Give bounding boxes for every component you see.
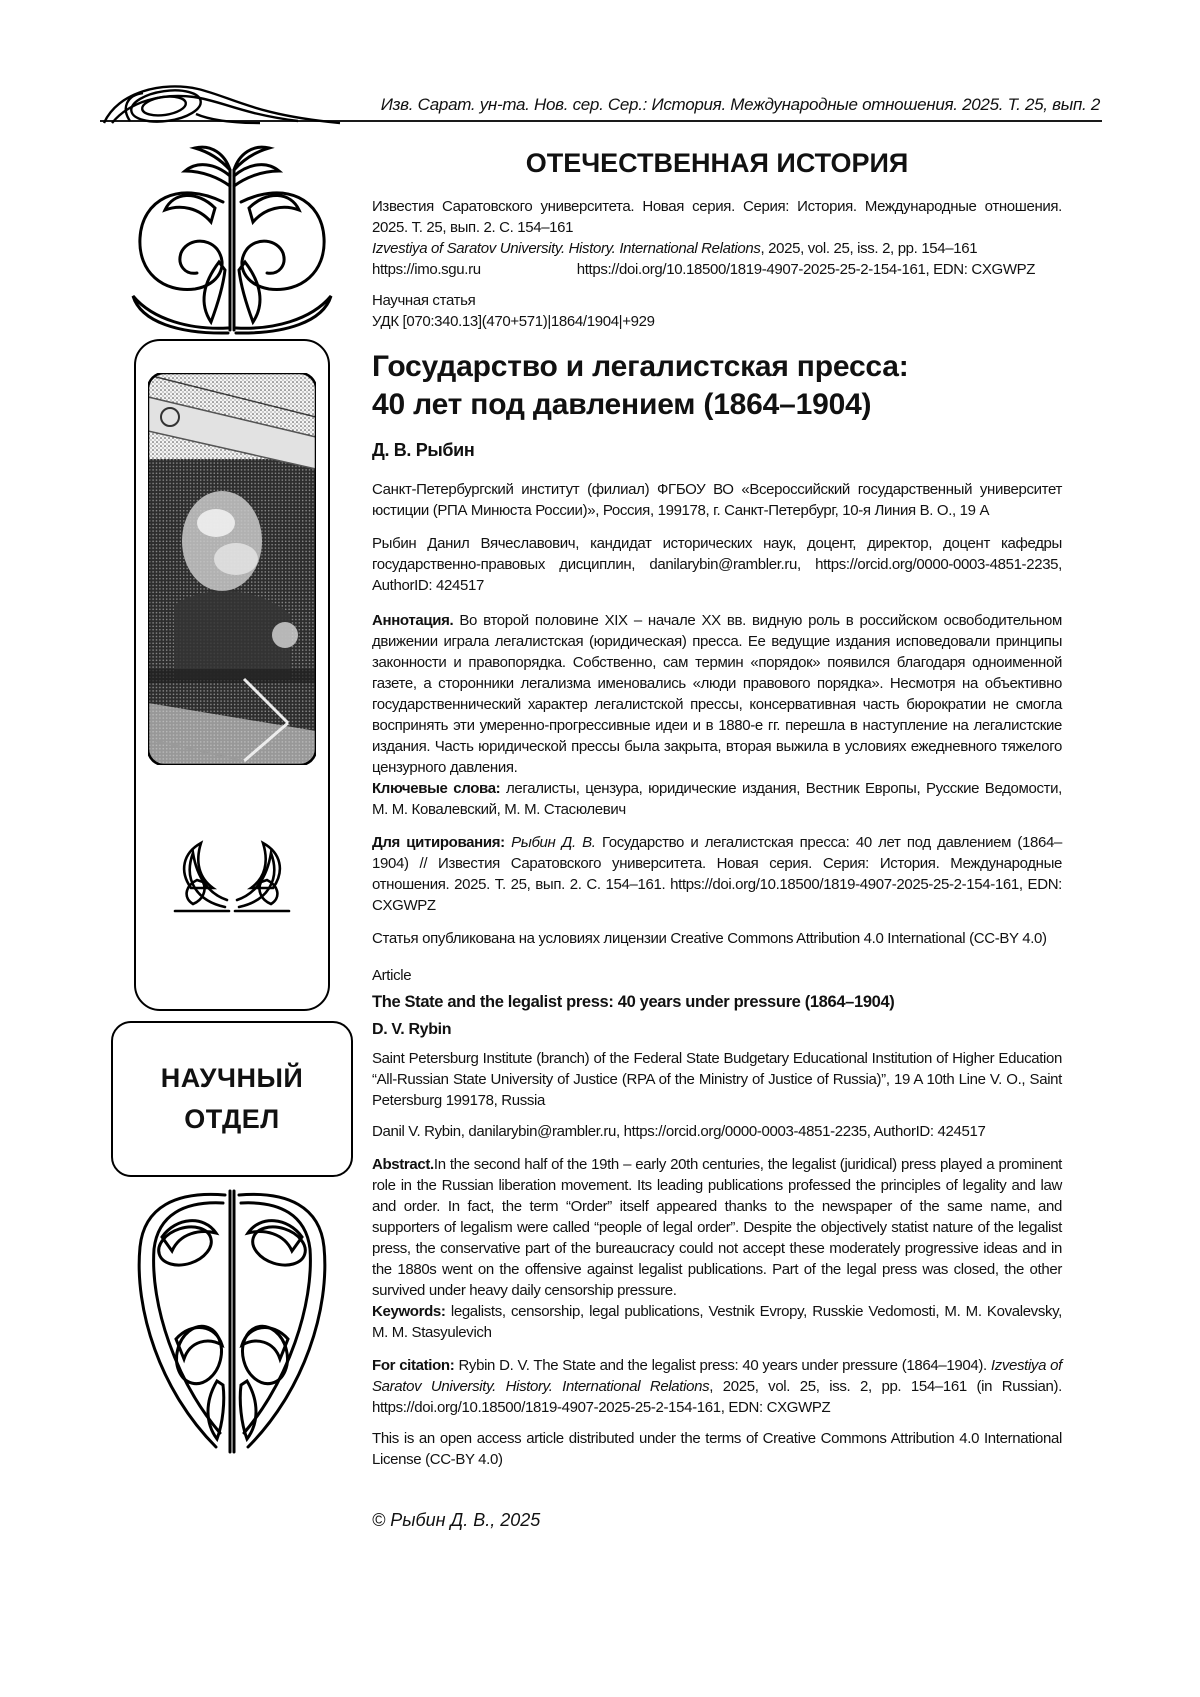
author-name-ru: Д. В. Рыбин (372, 440, 475, 460)
sidebar-image-frame (134, 339, 330, 1011)
affiliation-en: Saint Petersburg Institute (branch) of the Federal State Budgetary Educational Institution of Higher Education “All-Russian State University of Justice (RPA of the Ministry of Justice of Russia)”, 19 A 10th Line V. O., Saint Petersburg 199178, Russia (372, 1050, 1062, 1109)
article-type-ru: Научная статья (372, 292, 476, 309)
author-info-ru: Рыбин Данил Вячеславович, кандидат исторических наук, доцент, директор, доцент кафедры государственно-правовых дисциплин, danilarybin@rambler.ru, https://orcid.org/0000-0003-4851-2235, AuthorID: 424517 (372, 535, 1062, 594)
author-info-en: Danil V. Rybin, danilarybin@rambler.ru, https://orcid.org/0000-0003-4851-2235, AuthorID: 424517 (372, 1123, 986, 1140)
header-swirl-ornament-icon (100, 80, 344, 126)
citation-en (372, 1355, 1062, 1418)
section-label-line2: ОТДЕЛ (184, 1104, 280, 1134)
issue-info-en-journal: Izvestiya of Saratov University. History. International Relations (372, 240, 761, 257)
affiliation-ru: Санкт-Петербургский институт (филиал) ФГБОУ ВО «Всероссийский государственный университет юстиции (РПА Минюста России)», Россия, 199178, г. Санкт-Петербург, 10-я Линия В. О., 19 А (372, 481, 1062, 519)
keywords-label-en: Keywords: (372, 1303, 446, 1320)
author-name-en: D. V. Rybin (372, 1021, 452, 1038)
keywords-en (372, 1301, 1062, 1343)
article-title-ru (372, 348, 1062, 424)
issue-links-row (372, 259, 1062, 280)
keywords-text-ru: легалисты, цензура, юридические издания, Вестник Европы, Русские Ведомости, М. М. Ковалевский, М. М. Стасюлевич (372, 780, 1062, 818)
citation-ru (372, 832, 1062, 916)
article-title-en: The State and the legalist press: 40 years under pressure (1864–1904) (372, 993, 895, 1011)
running-header (100, 74, 1102, 122)
copyright-line: © Рыбин Д. В., 2025 (372, 1510, 541, 1530)
floral-motif-icon (166, 835, 298, 919)
running-header-text: Изв. Сарат. ун-та. Нов. сер. Сер.: История. Международные отношения. 2025. Т. 25, вып. 2 (380, 95, 1100, 114)
section-label-box (111, 1021, 353, 1177)
citation-label-ru: Для цитирования: (372, 834, 505, 851)
citation-journal-en: Izvestiya of Saratov University. History. International Relations (372, 1357, 1062, 1395)
engraving-image (148, 373, 316, 765)
abstract-ru (372, 610, 1062, 778)
article-type-en: Article (372, 967, 412, 984)
issue-info-ru: Известия Саратовского университета. Новая серия. Серия: История. Международные отношения. 2025. Т. 25, вып. 2. С. 154–161 (372, 198, 1062, 236)
decorative-sidebar (103, 140, 361, 1454)
udc-line: УДК [070:340.13](470+571)|1864/1904|+929 (372, 313, 655, 330)
article-title-ru-line2: 40 лет под давлением (1864–1904) (372, 388, 872, 421)
section-label-line1: НАУЧНЫЙ (160, 1063, 304, 1093)
abstract-text-en: In the second half of the 19th – early 20th centuries, the legalist (juridical) press played a prominent role in the Russian liberation movement. Its leading publications professed the principles of legality and law and order. In fact, the term “Order” itself appeared thanks to the newspaper of the same name, and supporters of legalism were called “people of legal order”. Despite the objectively statist nature of the legalist press, the conservative part of the bureaucracy could not accept these moderately progressive ideas and in the 1880s went on the offensive against legalist publications. Part of the legal press was closed, the other survived under heavy daily censorship pressure. (372, 1156, 1062, 1299)
keywords-ru (372, 778, 1062, 820)
keywords-label-ru: Ключевые слова: (372, 780, 501, 797)
issue-info-en-rest: , 2025, vol. 25, iss. 2, pp. 154–161 (760, 240, 978, 257)
rubric-title: ОТЕЧЕСТВЕННАЯ ИСТОРИЯ (525, 148, 909, 178)
citation-rest-en: , 2025, vol. 25, iss. 2, pp. 154–161 (in Russian). https://doi.org/10.18500/1819-4907-2025-25-2-154-161, EDN: CXGWPZ (372, 1378, 1062, 1416)
abstract-label-ru: Аннотация. (372, 612, 454, 629)
art-nouveau-ornament-top-icon (118, 140, 346, 335)
citation-text-en: Rybin D. V. The State and the legalist press: 40 years under pressure (1864–1904). (458, 1357, 991, 1374)
license-ru: Статья опубликована на условиях лицензии Creative Commons Attribution 4.0 International (CC-BY 4.0) (372, 930, 1047, 947)
doi-edn-link[interactable]: https://doi.org/10.18500/1819-4907-2025-25-2-154-161, EDN: CXGWPZ (576, 261, 1036, 278)
abstract-label-en: Abstract. (372, 1156, 434, 1173)
citation-label-en: For citation: (372, 1357, 455, 1374)
citation-author-ru: Рыбин Д. В. (511, 834, 596, 851)
article-first-page (372, 148, 1062, 1549)
art-nouveau-ornament-bottom-icon (118, 1189, 346, 1454)
article-title-ru-line1: Государство и легалистская пресса: (372, 350, 909, 383)
issue-info-en (372, 238, 1062, 259)
keywords-text-en: legalists, censorship, legal publications, Vestnik Evropy, Russkie Vedomosti, M. M. Kovalevsky, M. M. Stasyulevich (372, 1303, 1062, 1341)
citation-text-ru: Государство и легалистская пресса: 40 лет под давлением (1864–1904) // Известия Саратовского университета. Новая серия. Серия: История. Международные отношения. 2025. Т. 25, вып. 2. С. 154–161. https://doi.org/10.18500/1819-4907-2025-25-2-154-161, EDN: CXGWPZ (372, 834, 1062, 914)
abstract-en (372, 1154, 1062, 1301)
license-en: This is an open access article distributed under the terms of Creative Commons Attribution 4.0 International License (CC-BY 4.0) (372, 1430, 1062, 1468)
journal-site-link[interactable]: https://imo.sgu.ru (372, 261, 481, 278)
abstract-text-ru: Во второй половине XIX – начале XX вв. видную роль в российском освободительном движении играла легалистская (юридическая) пресса. Ее ведущие издания исповедовали принципы законности и правопорядка. Собственно, сам термин «порядок» появился благодаря одноименной газете, а сторонники легализма именовались «люди правового порядка». Несмотря на объективно государственнический характер легалистской прессы, консервативная часть бюрократии не смогла воспринять эти умеренно-прогрессивные идеи и в 1880-е гг. перешла в наступление на легалистские издания. Часть юридической прессы была закрыта, вторая выжила в условиях ежедневного тяжелого цензурного давления. (372, 612, 1062, 776)
